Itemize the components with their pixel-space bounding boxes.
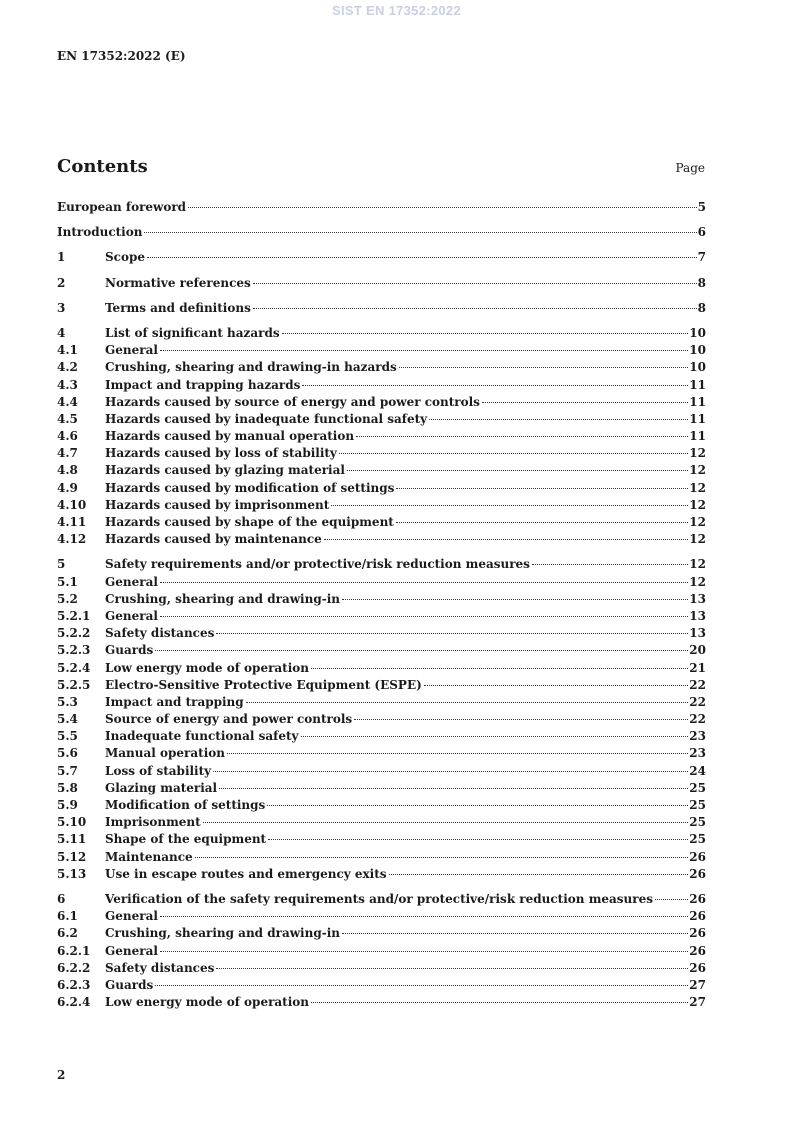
toc-entry[interactable] — [57, 532, 706, 549]
toc-entry-page: 10 — [689, 325, 706, 340]
toc-entry[interactable] — [57, 798, 706, 815]
toc-entry-number: 5.9 — [57, 798, 78, 812]
toc-entry[interactable] — [57, 429, 706, 446]
toc-dot-leader — [342, 933, 688, 934]
toc-entry[interactable] — [57, 301, 706, 318]
toc-dot-leader — [216, 968, 688, 969]
toc-dot-leader — [253, 308, 697, 309]
toc-entry-page: 26 — [689, 891, 706, 906]
toc-entry-page: 25 — [689, 832, 706, 847]
toc-entry-page: 13 — [689, 591, 706, 606]
toc-entry-page: 25 — [689, 780, 706, 795]
toc-entry-number: 4.8 — [57, 463, 78, 478]
toc-entry-page: 12 — [689, 574, 706, 589]
toc-entry-title: Crushing, shearing and drawing-in — [105, 926, 340, 941]
toc-entry-number: 5.2.5 — [57, 677, 91, 692]
toc-entry[interactable] — [57, 867, 706, 884]
toc-dot-leader — [219, 788, 688, 789]
toc-entry[interactable] — [57, 961, 706, 978]
toc-entry-page: 11 — [689, 429, 706, 444]
toc-entry[interactable] — [57, 695, 706, 712]
toc-entry-title: Safety distances — [105, 626, 215, 641]
toc-entry-title: Low energy mode of operation — [105, 995, 310, 1010]
toc-entry-page: 23 — [689, 746, 706, 761]
toc-entry-title: Imprisonment — [105, 815, 201, 830]
toc-entry-page: 5 — [697, 200, 706, 214]
toc-entry[interactable] — [57, 892, 706, 909]
toc-entry-number: 5 — [57, 557, 66, 572]
toc-dot-leader — [302, 385, 688, 386]
toc-entry-title: Hazards caused by modification of settings — [105, 480, 395, 495]
toc-entry-title: General — [105, 943, 158, 958]
toc-entry-title: Hazards caused by manual operation — [105, 429, 355, 444]
toc-entry-page: 12 — [689, 480, 706, 495]
toc-entry-title: Normative references — [105, 275, 251, 290]
toc-entry-number: 4.6 — [57, 429, 78, 444]
toc-entry[interactable] — [57, 850, 706, 867]
toc-entry-number: 6.1 — [57, 909, 78, 924]
toc-entry-number: 4.7 — [57, 446, 78, 461]
toc-dot-leader — [532, 564, 688, 565]
toc-entry-title: European foreword — [57, 200, 187, 214]
toc-dot-leader — [213, 771, 688, 772]
toc-dot-leader — [282, 333, 689, 334]
toc-entry-page: 10 — [689, 360, 706, 375]
toc-entry-number: 5.2.3 — [57, 643, 91, 658]
toc-entry-page: 20 — [689, 643, 706, 658]
toc-entry-number: 2 — [57, 275, 66, 290]
contents-title: Contents — [57, 156, 148, 177]
toc-entry-page: 11 — [689, 394, 706, 409]
toc-entry-number: 6.2.2 — [57, 960, 91, 975]
toc-dot-leader — [482, 402, 688, 403]
footer-page-number: 2 — [57, 1068, 66, 1082]
toc-entry[interactable] — [57, 592, 706, 609]
toc-entry-title: Terms and definitions — [105, 300, 251, 315]
toc-entry[interactable] — [57, 978, 706, 995]
toc-entry[interactable] — [57, 446, 706, 463]
toc-dot-leader — [429, 419, 688, 420]
toc-entry[interactable] — [57, 729, 706, 746]
toc-entry-number: 6.2.4 — [57, 995, 91, 1010]
toc-entry-number: 5.2.4 — [57, 660, 91, 675]
toc-entry[interactable] — [57, 463, 706, 480]
toc-dot-leader — [311, 1002, 688, 1003]
toc-entry[interactable] — [57, 412, 706, 429]
toc-entry-page: 13 — [689, 608, 706, 623]
toc-entry[interactable] — [57, 764, 706, 781]
toc-entry[interactable] — [57, 250, 706, 267]
toc-entry-number: 6.2.3 — [57, 977, 91, 992]
toc-entry-page: 12 — [689, 515, 706, 529]
toc-entry-number: 4.5 — [57, 411, 78, 426]
toc-entry-title: Guards — [105, 643, 154, 658]
toc-entry-number: 5.13 — [57, 866, 87, 881]
toc-entry-title: Hazards caused by shape of the equipment — [105, 515, 394, 529]
toc-dot-leader — [311, 668, 688, 669]
toc-dot-leader — [155, 650, 688, 651]
toc-dot-leader — [195, 857, 689, 858]
toc-entry-title: Guards — [105, 977, 154, 992]
toc-entry-number: 5.7 — [57, 763, 78, 778]
toc-dot-leader — [399, 367, 689, 368]
watermark-text: SIST EN 17352:2022 — [332, 3, 461, 18]
toc-entry[interactable] — [57, 815, 706, 832]
toc-entry[interactable] — [57, 326, 706, 343]
toc-entry-title: General — [105, 574, 158, 589]
toc-entry-page: 23 — [689, 729, 706, 744]
toc-entry-page: 12 — [689, 446, 706, 461]
toc-entry-title: Crushing, shearing and drawing-in — [105, 591, 340, 606]
toc-entry-page: 7 — [697, 250, 706, 265]
toc-entry-title: Crushing, shearing and drawing-in hazards — [105, 360, 397, 375]
toc-dot-leader — [424, 685, 689, 686]
toc-entry-page: 12 — [689, 532, 706, 547]
toc-dot-leader — [389, 874, 689, 875]
toc-entry-number: 5.1 — [57, 574, 78, 589]
toc-entry-page: 13 — [689, 626, 706, 641]
toc-entry[interactable] — [57, 678, 706, 695]
toc-dot-leader — [147, 257, 697, 258]
toc-dot-leader — [342, 599, 688, 600]
toc-entry-page: 26 — [689, 960, 706, 975]
toc-entry-page: 22 — [689, 712, 706, 727]
toc-entry-title: Hazards caused by glazing material — [105, 463, 345, 478]
toc-entry-title: Loss of stability — [105, 763, 212, 778]
toc-dot-leader — [253, 283, 697, 284]
toc-entry-number: 4.10 — [57, 497, 87, 512]
toc-dot-leader — [188, 207, 697, 208]
toc-dot-leader — [160, 582, 688, 583]
toc-entry[interactable] — [57, 498, 706, 515]
toc-entry[interactable] — [57, 395, 706, 412]
toc-entry-page: 8 — [697, 300, 706, 315]
toc-entry[interactable] — [57, 360, 706, 377]
toc-dot-leader — [655, 899, 688, 900]
toc-entry-number: 3 — [57, 300, 66, 315]
toc-dot-leader — [324, 539, 689, 540]
toc-entry-page: 25 — [689, 815, 706, 830]
toc-entry-number: 4.2 — [57, 360, 78, 375]
toc-entry-title: Electro-Sensitive Protective Equipment (ESPE) — [105, 677, 422, 692]
toc-entry-number: 5.2.2 — [57, 626, 91, 641]
toc-dot-leader — [339, 453, 688, 454]
toc-entry-page: 25 — [689, 798, 706, 812]
toc-dot-leader — [268, 839, 688, 840]
toc-entry-title: General — [105, 343, 158, 358]
toc-entry-title: Shape of the equipment — [105, 832, 267, 847]
toc-entry-number: 6.2.1 — [57, 943, 91, 958]
toc-entry-number: 4.1 — [57, 343, 78, 358]
toc-entry[interactable] — [57, 481, 706, 498]
toc-dot-leader — [354, 719, 688, 720]
toc-dot-leader — [160, 916, 688, 917]
toc-entry-title: Impact and trapping — [105, 694, 244, 709]
toc-dot-leader — [227, 753, 688, 754]
toc-entry[interactable] — [57, 200, 706, 217]
table-of-contents — [57, 200, 706, 1012]
toc-entry-number: 4.12 — [57, 532, 87, 547]
toc-entry-title: Scope — [105, 250, 146, 265]
toc-entry-title: Hazards caused by loss of stability — [105, 446, 337, 461]
toc-entry-number: 5.10 — [57, 815, 87, 830]
toc-entry-number: 4.3 — [57, 377, 78, 392]
toc-entry-page: 12 — [689, 463, 706, 478]
toc-entry-page: 26 — [689, 926, 706, 941]
toc-entry-number: 4 — [57, 325, 66, 340]
toc-entry[interactable] — [57, 575, 706, 592]
toc-entry[interactable] — [57, 746, 706, 763]
toc-entry[interactable] — [57, 626, 706, 643]
toc-entry[interactable] — [57, 995, 706, 1012]
toc-entry-title: Impact and trapping hazards — [105, 377, 301, 392]
toc-entry-page: 12 — [689, 497, 706, 512]
toc-entry[interactable] — [57, 609, 706, 626]
toc-dot-leader — [155, 985, 688, 986]
toc-entry-page: 22 — [689, 677, 706, 692]
toc-dot-leader — [216, 633, 688, 634]
toc-entry-number: 5.3 — [57, 694, 78, 709]
toc-entry-number: 5.8 — [57, 780, 78, 795]
toc-dot-leader — [160, 350, 688, 351]
toc-dot-leader — [347, 470, 688, 471]
toc-entry-title: Glazing material — [105, 780, 218, 795]
toc-entry-page: 27 — [689, 977, 706, 992]
toc-entry[interactable] — [57, 225, 706, 242]
toc-entry[interactable] — [57, 515, 706, 532]
toc-entry-number: 4.9 — [57, 480, 78, 495]
toc-entry-title: Safety distances — [105, 960, 215, 975]
toc-entry[interactable] — [57, 343, 706, 360]
toc-entry-page: 11 — [689, 377, 706, 392]
toc-entry[interactable] — [57, 661, 706, 678]
toc-entry-page: 22 — [689, 694, 706, 709]
toc-entry-page: 27 — [689, 995, 706, 1010]
toc-dot-leader — [203, 822, 689, 823]
toc-entry-title: Safety requirements and/or protective/risk reduction measures — [105, 557, 530, 572]
toc-entry-number: 5.6 — [57, 746, 78, 761]
toc-dot-leader — [331, 505, 688, 506]
page-column-label: Page — [675, 161, 705, 175]
toc-entry-page: 26 — [689, 849, 706, 864]
toc-entry[interactable] — [57, 832, 706, 849]
toc-entry[interactable] — [57, 557, 706, 574]
toc-entry[interactable] — [57, 926, 706, 943]
toc-entry-title: Source of energy and power controls — [105, 712, 353, 727]
toc-entry-title: Verification of the safety requirements and/or protective/risk reduction measures — [105, 891, 653, 906]
toc-dot-leader — [356, 436, 688, 437]
toc-entry[interactable] — [57, 944, 706, 961]
toc-entry-page: 10 — [689, 343, 706, 358]
toc-entry-number: 6 — [57, 891, 66, 906]
toc-entry-number: 5.2 — [57, 591, 78, 606]
toc-entry-page: 21 — [689, 660, 706, 675]
toc-entry-page: 12 — [689, 557, 706, 572]
toc-entry-page: 26 — [689, 943, 706, 958]
toc-entry-title: Hazards caused by imprisonment — [105, 497, 330, 512]
toc-entry-number: 5.4 — [57, 712, 78, 727]
toc-entry[interactable] — [57, 712, 706, 729]
toc-entry-number: 5.5 — [57, 729, 78, 744]
toc-entry-page: 6 — [697, 225, 706, 240]
toc-entry[interactable] — [57, 378, 706, 395]
toc-entry-number: 5.12 — [57, 849, 87, 864]
toc-entry-number: 1 — [57, 250, 66, 265]
toc-entry-page: 26 — [689, 866, 706, 881]
toc-entry-number: 6.2 — [57, 926, 78, 941]
toc-entry-title: Hazards caused by maintenance — [105, 532, 322, 547]
toc-dot-leader — [267, 805, 688, 806]
toc-entry-title: Manual operation — [105, 746, 225, 761]
toc-dot-leader — [301, 736, 689, 737]
toc-entry-title: Hazards caused by inadequate functional safety — [105, 411, 428, 426]
toc-entry-page: 11 — [689, 411, 706, 426]
toc-entry-number: 4.11 — [57, 515, 87, 529]
toc-entry-page: 24 — [689, 763, 706, 778]
toc-entry[interactable] — [57, 781, 706, 798]
toc-entry-title: List of significant hazards — [105, 325, 280, 340]
toc-dot-leader — [396, 522, 688, 523]
toc-dot-leader — [160, 616, 688, 617]
toc-entry[interactable] — [57, 643, 706, 660]
toc-entry-number: 4.4 — [57, 394, 78, 409]
toc-entry-title: Hazards caused by source of energy and power controls — [105, 394, 480, 409]
toc-entry[interactable] — [57, 276, 706, 293]
toc-dot-leader — [144, 232, 696, 233]
toc-entry-number: 5.2.1 — [57, 608, 91, 623]
toc-entry-title: Introduction — [57, 225, 143, 240]
toc-dot-leader — [246, 702, 689, 703]
toc-entry-title: Inadequate functional safety — [105, 729, 299, 744]
toc-entry-title: Maintenance — [105, 849, 193, 864]
toc-entry-title: General — [105, 608, 158, 623]
toc-entry-title: Use in escape routes and emergency exits — [105, 866, 387, 881]
toc-entry-number: 5.11 — [57, 832, 87, 847]
toc-dot-leader — [396, 488, 688, 489]
toc-entry-title: Modification of settings — [105, 798, 266, 812]
toc-entry-title: Low energy mode of operation — [105, 660, 310, 675]
toc-entry-page: 26 — [689, 909, 706, 924]
toc-dot-leader — [160, 951, 688, 952]
toc-entry-title: General — [105, 909, 158, 924]
document-id: EN 17352:2022 (E) — [57, 49, 186, 63]
toc-entry-page: 8 — [697, 275, 706, 290]
toc-entry[interactable] — [57, 909, 706, 926]
